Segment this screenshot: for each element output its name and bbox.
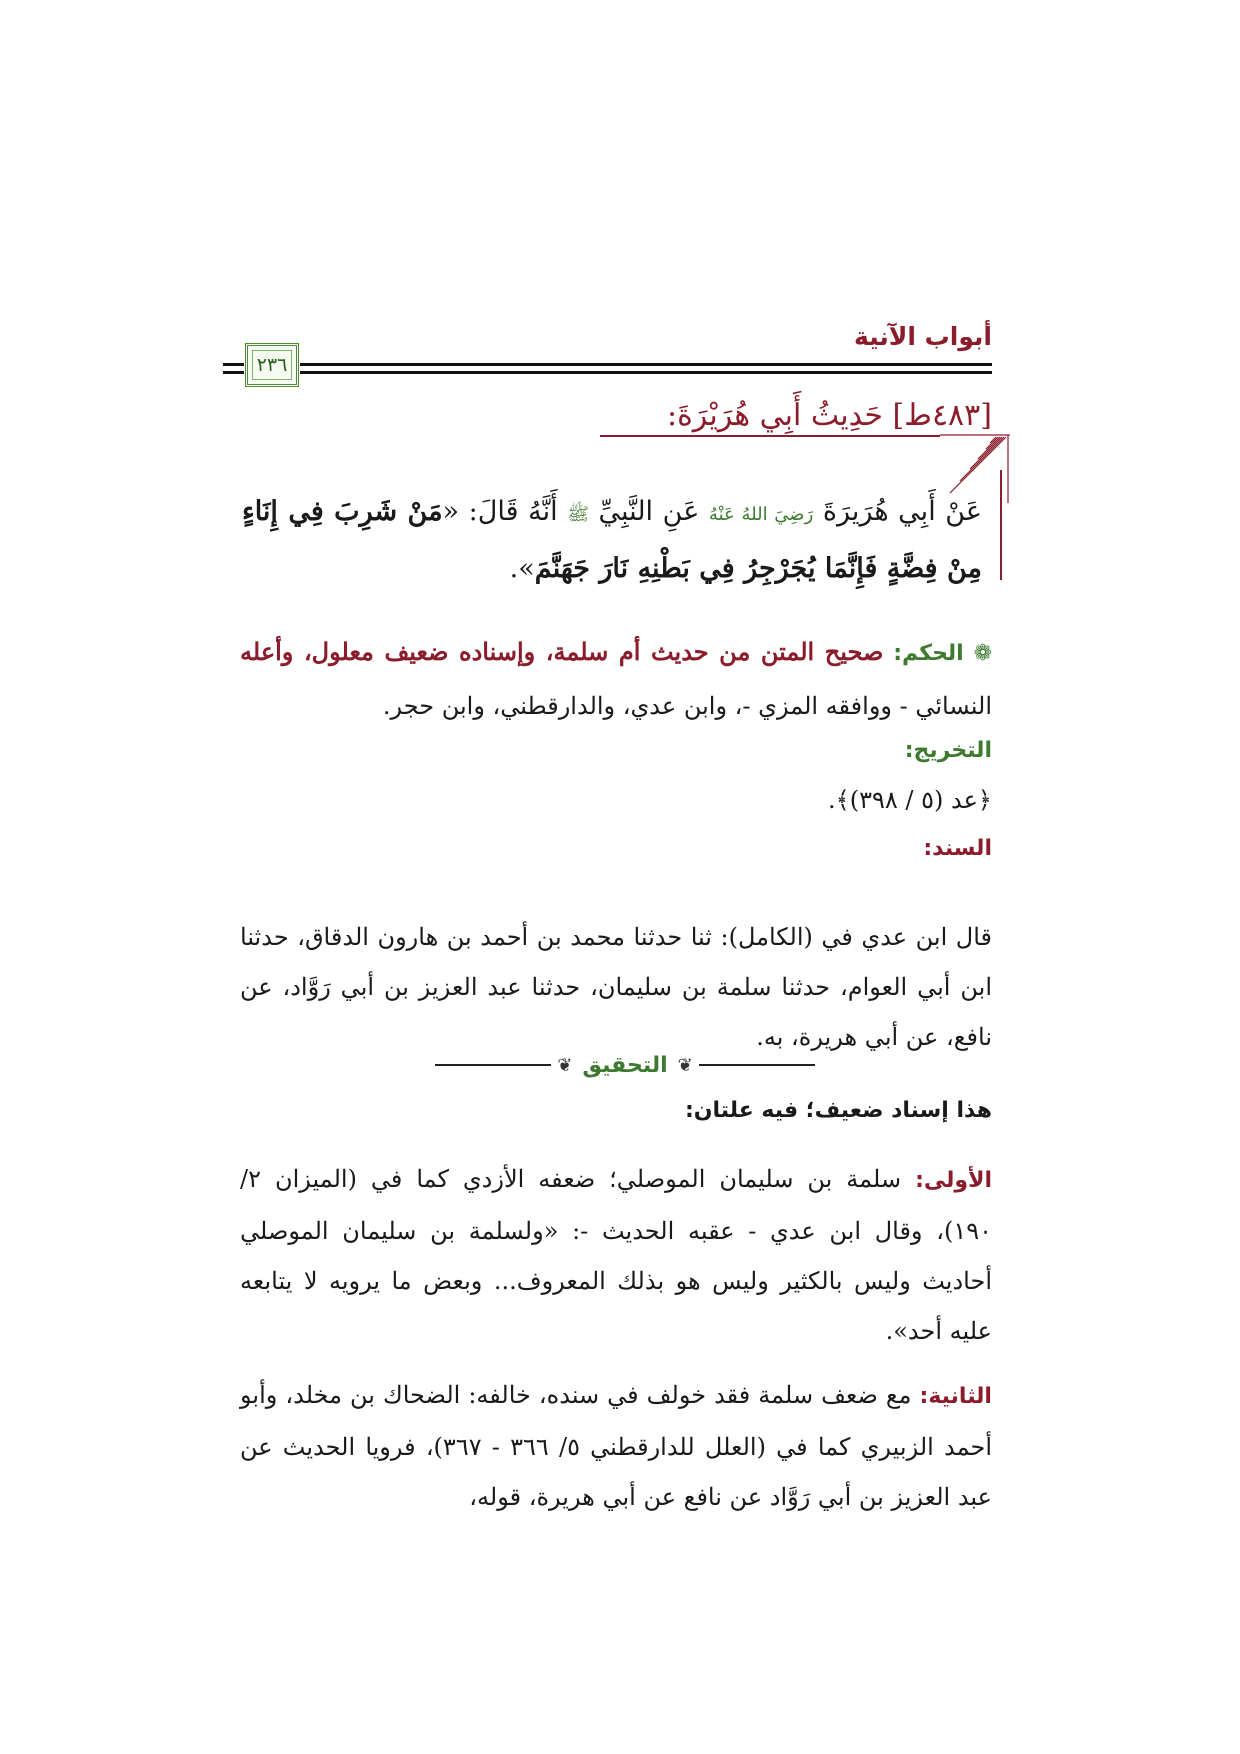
divider-line (699, 1064, 815, 1066)
takhrij-label: التخريج: (904, 738, 992, 763)
second-cause-paragraph (240, 1370, 992, 1522)
hadith-quote-close: ». (509, 553, 535, 584)
header-rule (223, 363, 244, 366)
salutation-glyph: ﷺ (567, 504, 589, 525)
page-number-frame (245, 343, 299, 387)
header-rule (223, 371, 244, 374)
ornament-icon: ❦ (677, 1054, 693, 1076)
tahqiq-divider (435, 1047, 815, 1083)
chapter-title: أبواب الآنية (854, 322, 992, 351)
ruling-continuation: النسائي - ووافقه المزي -، وابن عدي، والدارقطني، وابن حجر. (382, 692, 992, 720)
flower-icon: ❁ (973, 641, 992, 666)
hadith-frame-line (1000, 470, 1002, 580)
takhrij-entry: ﴿عد (٥ / ٣٩٨)﴾. (828, 786, 992, 814)
first-cause-paragraph (240, 1154, 992, 1356)
hadith-heading: [٤٨٣ط] حَدِيثُ أَبِي هُرَيْرَةَ: (666, 398, 992, 433)
sanad-text: قال ابن عدي في (الكامل): ثنا حدثنا محمد بن أحمد بن هارون الدقاق، حدثنا ابن أبي العوام، حدثنا سلمة بن سليمان، حدثنا عبد العزيز بن أبي رَوَّاد، عن نافع، عن أبي هريرة، به. (240, 923, 992, 1051)
first-cause-text: سلمة بن سليمان الموصلي؛ ضعفه الأزدي كما في (الميزان ٢/ ١٩٠)، وقال ابن عدي - عقبه الحديث -: «ولسلمة بن سليمان الموصلي أحاديث وليس بالكثير وليس هو بذلك المعروف... وبعض ما يرويه لا يتابعه عليه أحد». (240, 1165, 992, 1345)
ruling-text: صحيح المتن من حديث أم سلمة، وإسناده ضعيف معلول، وأعله (240, 637, 884, 666)
ruling-paragraph (240, 626, 992, 732)
hadith-matn: مَنْ شَرِبَ فِي إِنَاءٍ مِنْ فِضَّةٍ فَإِنَّمَا يُجَرْجِرُ فِي بَطْنِهِ نَارَ جَهَنَّمَ (242, 496, 982, 584)
tahqiq-label: التحقيق (582, 1052, 668, 1078)
divider-line (435, 1064, 551, 1066)
hadith-narration: عَنِ النَّبِيِّ (598, 496, 700, 527)
honorific-phrase: رَضِيَ اللهُ عَنْهُ (708, 504, 814, 525)
header-rule (300, 371, 992, 374)
second-cause-lead: الثانية: (919, 1384, 992, 1409)
hadith-text (242, 485, 982, 596)
verdict-heading: هذا إسناد ضعيف؛ فيه علتان: (684, 1098, 992, 1123)
sanad-label: السند: (923, 836, 992, 861)
hadith-narration: عَنْ أَبِي هُرَيرَةَ (822, 496, 982, 527)
second-cause-text: مع ضعف سلمة فقد خولف في سنده، خالفه: الضحاك بن مخلد، وأبو أحمد الزبيري كما في (العلل للدارقطني ٥/ ٣٦٦ - ٣٦٧)، فرويا الحديث عن عبد العزيز بن أبي رَوَّاد عن نافع عن أبي هريرة، قوله، (240, 1381, 992, 1511)
first-cause-lead: الأولى: (915, 1168, 992, 1193)
ruling-label: الحكم: (893, 641, 964, 666)
hadith-frame-line (600, 435, 940, 437)
hadith-narration: أَنَّهُ قَالَ: « (442, 496, 558, 527)
ornament-icon: ❦ (557, 1054, 573, 1076)
header-rule (300, 363, 992, 366)
page-number: ٢٣٦ (256, 354, 288, 376)
